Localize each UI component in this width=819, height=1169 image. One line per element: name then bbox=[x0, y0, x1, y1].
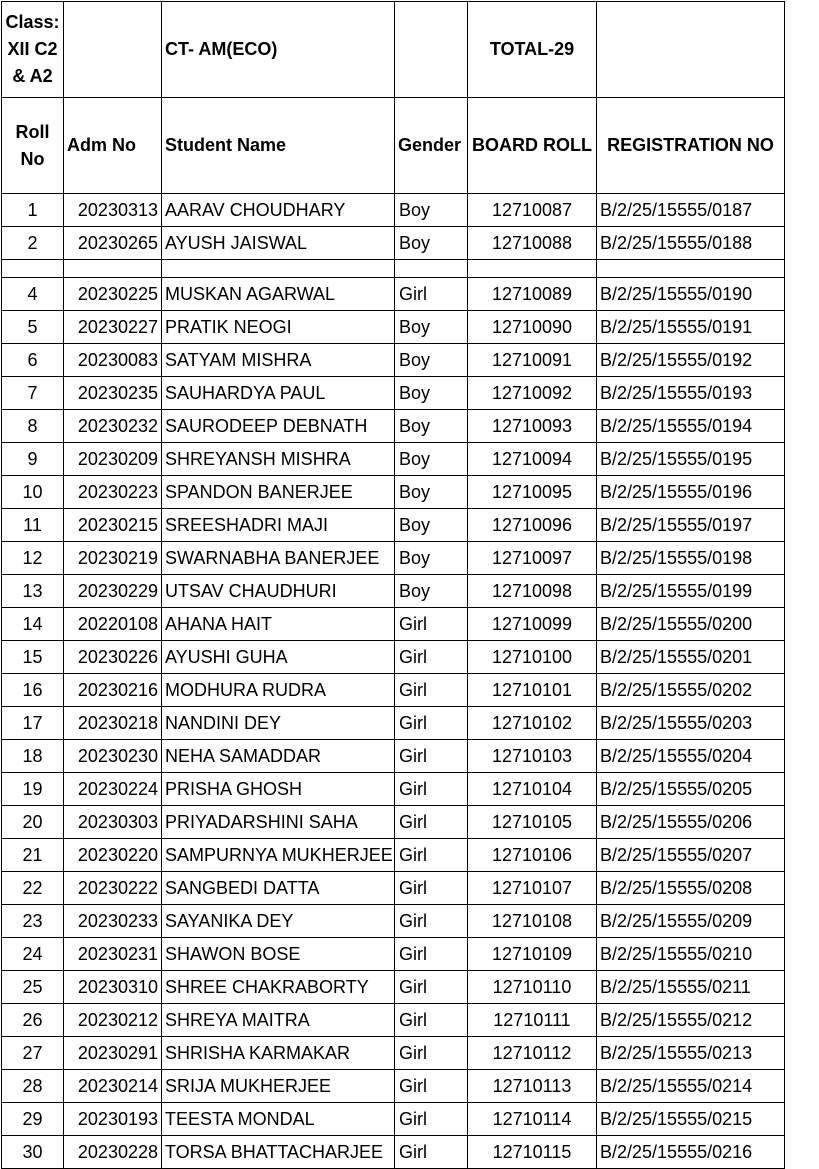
gender-cell: Boy bbox=[395, 377, 468, 410]
table-row bbox=[2, 443, 785, 476]
registration-no-cell: B/2/25/15555/0190 bbox=[597, 278, 785, 311]
adm-no-cell: 20230193 bbox=[64, 1103, 162, 1136]
registration-no-cell: B/2/25/15555/0191 bbox=[597, 311, 785, 344]
class-name: XII C2 bbox=[7, 39, 58, 59]
board-roll-cell: 12710097 bbox=[468, 542, 597, 575]
roll-no-cell: 25 bbox=[2, 971, 64, 1004]
registration-no-cell: B/2/25/15555/0203 bbox=[597, 707, 785, 740]
board-roll-cell: 12710091 bbox=[468, 344, 597, 377]
board-roll-header: BOARD ROLL bbox=[468, 98, 597, 194]
registration-no-cell: B/2/25/15555/0214 bbox=[597, 1070, 785, 1103]
adm-no-cell: 20230209 bbox=[64, 443, 162, 476]
student-name-cell: SATYAM MISHRA bbox=[162, 344, 395, 377]
student-name-cell: SANGBEDI DATTA bbox=[162, 872, 395, 905]
table-row bbox=[2, 872, 785, 905]
roll-no-cell: 16 bbox=[2, 674, 64, 707]
board-roll-cell: 12710111 bbox=[468, 1004, 597, 1037]
adm-no-cell: 20230231 bbox=[64, 938, 162, 971]
gender-cell: Boy bbox=[395, 194, 468, 227]
registration-no-cell: B/2/25/15555/0204 bbox=[597, 740, 785, 773]
table-row bbox=[2, 1037, 785, 1070]
roll-no-cell: 22 bbox=[2, 872, 64, 905]
gender-cell: Girl bbox=[395, 806, 468, 839]
board-roll-cell: 12710101 bbox=[468, 674, 597, 707]
student-name-header: Student Name bbox=[162, 98, 395, 194]
student-name-cell: PRISHA GHOSH bbox=[162, 773, 395, 806]
adm-no-cell: 20230313 bbox=[64, 194, 162, 227]
board-roll-cell: 12710108 bbox=[468, 905, 597, 938]
gender-header: Gender bbox=[395, 98, 468, 194]
board-roll-cell: 12710095 bbox=[468, 476, 597, 509]
class-teacher-label: CT- AM(ECO) bbox=[162, 2, 395, 98]
student-name-cell: SREESHADRI MAJI bbox=[162, 509, 395, 542]
total-label: TOTAL-29 bbox=[468, 2, 597, 98]
roll-no-cell: 11 bbox=[2, 509, 64, 542]
table-row bbox=[2, 1070, 785, 1103]
gender-cell: Boy bbox=[395, 542, 468, 575]
board-roll-cell: 12710096 bbox=[468, 509, 597, 542]
student-name-cell: SRIJA MUKHERJEE bbox=[162, 1070, 395, 1103]
adm-no-cell: 20220108 bbox=[64, 608, 162, 641]
student-name-cell: SPANDON BANERJEE bbox=[162, 476, 395, 509]
gender-cell bbox=[395, 260, 468, 278]
roll-no-cell: 8 bbox=[2, 410, 64, 443]
registration-no-cell: B/2/25/15555/0215 bbox=[597, 1103, 785, 1136]
roll-no-cell: 27 bbox=[2, 1037, 64, 1070]
board-roll-cell: 12710098 bbox=[468, 575, 597, 608]
adm-no-cell: 20230224 bbox=[64, 773, 162, 806]
table-row bbox=[2, 377, 785, 410]
roll-no-cell: 10 bbox=[2, 476, 64, 509]
gender-cell: Girl bbox=[395, 905, 468, 938]
student-name-cell: SAUHARDYA PAUL bbox=[162, 377, 395, 410]
registration-no-cell: B/2/25/15555/0205 bbox=[597, 773, 785, 806]
board-roll-cell: 12710088 bbox=[468, 227, 597, 260]
gender-cell: Girl bbox=[395, 1037, 468, 1070]
registration-no-cell: B/2/25/15555/0187 bbox=[597, 194, 785, 227]
board-roll-cell: 12710113 bbox=[468, 1070, 597, 1103]
gender-cell: Girl bbox=[395, 608, 468, 641]
student-name-cell: SHAWON BOSE bbox=[162, 938, 395, 971]
adm-no-cell: 20230291 bbox=[64, 1037, 162, 1070]
roll-no-header-line2: No bbox=[20, 148, 45, 169]
board-roll-cell bbox=[468, 260, 597, 278]
roll-no-cell: 26 bbox=[2, 1004, 64, 1037]
adm-no-cell: 20230227 bbox=[64, 311, 162, 344]
adm-no-cell: 20230225 bbox=[64, 278, 162, 311]
adm-no-cell: 20230310 bbox=[64, 971, 162, 1004]
adm-no-cell: 20230226 bbox=[64, 641, 162, 674]
student-name-cell: SWARNABHA BANERJEE bbox=[162, 542, 395, 575]
student-name-cell: TORSA BHATTACHARJEE bbox=[162, 1136, 395, 1169]
gender-cell: Boy bbox=[395, 443, 468, 476]
student-name-cell: MUSKAN AGARWAL bbox=[162, 278, 395, 311]
adm-no-cell: 20230212 bbox=[64, 1004, 162, 1037]
board-roll-cell: 12710089 bbox=[468, 278, 597, 311]
board-roll-cell: 12710104 bbox=[468, 773, 597, 806]
adm-no-cell: 20230222 bbox=[64, 872, 162, 905]
table-row bbox=[2, 227, 785, 260]
roll-no-cell bbox=[2, 260, 64, 278]
gender-cell: Girl bbox=[395, 641, 468, 674]
adm-no-cell: 20230216 bbox=[64, 674, 162, 707]
student-name-cell: MODHURA RUDRA bbox=[162, 674, 395, 707]
board-roll-cell: 12710090 bbox=[468, 311, 597, 344]
roll-no-cell: 9 bbox=[2, 443, 64, 476]
gender-cell: Boy bbox=[395, 410, 468, 443]
roll-no-cell: 29 bbox=[2, 1103, 64, 1136]
student-name-cell: PRIYADARSHINI SAHA bbox=[162, 806, 395, 839]
column-header-row bbox=[2, 98, 785, 194]
roll-no-header bbox=[2, 98, 64, 194]
gender-cell: Girl bbox=[395, 278, 468, 311]
registration-no-cell: B/2/25/15555/0206 bbox=[597, 806, 785, 839]
class-cell bbox=[2, 2, 64, 98]
registration-no-header: REGISTRATION NO bbox=[597, 98, 785, 194]
student-name-cell: SAURODEEP DEBNATH bbox=[162, 410, 395, 443]
registration-no-cell: B/2/25/15555/0193 bbox=[597, 377, 785, 410]
registration-no-cell: B/2/25/15555/0198 bbox=[597, 542, 785, 575]
gender-cell: Girl bbox=[395, 707, 468, 740]
registration-no-cell: B/2/25/15555/0188 bbox=[597, 227, 785, 260]
table-row bbox=[2, 938, 785, 971]
student-name-cell: AHANA HAIT bbox=[162, 608, 395, 641]
adm-no-cell bbox=[64, 260, 162, 278]
roll-no-cell: 5 bbox=[2, 311, 64, 344]
table-row bbox=[2, 707, 785, 740]
board-roll-cell: 12710100 bbox=[468, 641, 597, 674]
table-row bbox=[2, 1004, 785, 1037]
student-name-cell: PRATIK NEOGI bbox=[162, 311, 395, 344]
gender-cell: Girl bbox=[395, 938, 468, 971]
registration-no-cell: B/2/25/15555/0200 bbox=[597, 608, 785, 641]
table-row bbox=[2, 674, 785, 707]
gender-cell: Girl bbox=[395, 1070, 468, 1103]
board-roll-cell: 12710107 bbox=[468, 872, 597, 905]
student-name-cell: AARAV CHOUDHARY bbox=[162, 194, 395, 227]
registration-no-cell: B/2/25/15555/0211 bbox=[597, 971, 785, 1004]
student-name-cell: AYUSH JAISWAL bbox=[162, 227, 395, 260]
table-row bbox=[2, 278, 785, 311]
registration-no-cell: B/2/25/15555/0202 bbox=[597, 674, 785, 707]
adm-no-cell: 20230235 bbox=[64, 377, 162, 410]
registration-no-cell: B/2/25/15555/0192 bbox=[597, 344, 785, 377]
roll-no-cell: 28 bbox=[2, 1070, 64, 1103]
gender-cell: Boy bbox=[395, 509, 468, 542]
board-roll-cell: 12710087 bbox=[468, 194, 597, 227]
board-roll-cell: 12710092 bbox=[468, 377, 597, 410]
table-row bbox=[2, 641, 785, 674]
student-name-cell: NEHA SAMADDAR bbox=[162, 740, 395, 773]
gender-cell: Girl bbox=[395, 1004, 468, 1037]
registration-no-cell: B/2/25/15555/0194 bbox=[597, 410, 785, 443]
adm-no-cell: 20230214 bbox=[64, 1070, 162, 1103]
table-row bbox=[2, 194, 785, 227]
table-row bbox=[2, 410, 785, 443]
board-roll-cell: 12710099 bbox=[468, 608, 597, 641]
roll-no-cell: 23 bbox=[2, 905, 64, 938]
adm-no-cell: 20230233 bbox=[64, 905, 162, 938]
roll-no-header-line1: Roll bbox=[15, 121, 50, 142]
class-info-row bbox=[2, 2, 785, 98]
roll-no-cell: 12 bbox=[2, 542, 64, 575]
registration-no-cell: B/2/25/15555/0210 bbox=[597, 938, 785, 971]
student-name-cell: SHREYANSH MISHRA bbox=[162, 443, 395, 476]
registration-no-cell: B/2/25/15555/0213 bbox=[597, 1037, 785, 1070]
registration-no-cell bbox=[597, 260, 785, 278]
roll-no-cell: 2 bbox=[2, 227, 64, 260]
gender-cell: Girl bbox=[395, 1103, 468, 1136]
table-row bbox=[2, 509, 785, 542]
adm-no-cell: 20230232 bbox=[64, 410, 162, 443]
adm-no-cell: 20230265 bbox=[64, 227, 162, 260]
table-row bbox=[2, 740, 785, 773]
adm-no-cell: 20230083 bbox=[64, 344, 162, 377]
board-roll-cell: 12710110 bbox=[468, 971, 597, 1004]
registration-no-cell: B/2/25/15555/0195 bbox=[597, 443, 785, 476]
gender-cell: Boy bbox=[395, 476, 468, 509]
board-roll-cell: 12710114 bbox=[468, 1103, 597, 1136]
roll-no-cell: 7 bbox=[2, 377, 64, 410]
table-row bbox=[2, 806, 785, 839]
registration-no-cell: B/2/25/15555/0212 bbox=[597, 1004, 785, 1037]
adm-no-header: Adm No bbox=[64, 98, 162, 194]
student-name-cell: SHRISHA KARMAKAR bbox=[162, 1037, 395, 1070]
table-row bbox=[2, 608, 785, 641]
registration-no-cell: B/2/25/15555/0199 bbox=[597, 575, 785, 608]
roll-no-cell: 18 bbox=[2, 740, 64, 773]
table-row bbox=[2, 1136, 785, 1169]
roll-no-cell: 15 bbox=[2, 641, 64, 674]
registration-no-cell: B/2/25/15555/0209 bbox=[597, 905, 785, 938]
roll-no-cell: 17 bbox=[2, 707, 64, 740]
board-roll-cell: 12710115 bbox=[468, 1136, 597, 1169]
gender-cell: Girl bbox=[395, 773, 468, 806]
table-row bbox=[2, 344, 785, 377]
empty-header-cell bbox=[597, 2, 785, 98]
board-roll-cell: 12710093 bbox=[468, 410, 597, 443]
adm-no-cell: 20230215 bbox=[64, 509, 162, 542]
adm-no-cell: 20230218 bbox=[64, 707, 162, 740]
table-row bbox=[2, 311, 785, 344]
student-list-table bbox=[1, 1, 785, 1169]
board-roll-cell: 12710112 bbox=[468, 1037, 597, 1070]
class-section: & A2 bbox=[12, 66, 53, 86]
board-roll-cell: 12710094 bbox=[468, 443, 597, 476]
student-name-cell: SAMPURNYA MUKHERJEE bbox=[162, 839, 395, 872]
table-row bbox=[2, 905, 785, 938]
board-roll-cell: 12710109 bbox=[468, 938, 597, 971]
gender-cell: Boy bbox=[395, 227, 468, 260]
adm-no-cell: 20230230 bbox=[64, 740, 162, 773]
student-name-cell: AYUSHI GUHA bbox=[162, 641, 395, 674]
table-row bbox=[2, 575, 785, 608]
board-roll-cell: 12710105 bbox=[468, 806, 597, 839]
gender-cell: Girl bbox=[395, 1136, 468, 1169]
adm-no-cell: 20230220 bbox=[64, 839, 162, 872]
table-row bbox=[2, 839, 785, 872]
student-name-cell: UTSAV CHAUDHURI bbox=[162, 575, 395, 608]
registration-no-cell: B/2/25/15555/0196 bbox=[597, 476, 785, 509]
roll-no-cell: 4 bbox=[2, 278, 64, 311]
gender-cell: Boy bbox=[395, 311, 468, 344]
gender-cell: Boy bbox=[395, 575, 468, 608]
empty-header-cell bbox=[395, 2, 468, 98]
roll-no-cell: 24 bbox=[2, 938, 64, 971]
roll-no-cell: 21 bbox=[2, 839, 64, 872]
registration-no-cell: B/2/25/15555/0201 bbox=[597, 641, 785, 674]
adm-no-cell: 20230228 bbox=[64, 1136, 162, 1169]
student-name-cell: SHREYA MAITRA bbox=[162, 1004, 395, 1037]
registration-no-cell: B/2/25/15555/0208 bbox=[597, 872, 785, 905]
table-row bbox=[2, 971, 785, 1004]
board-roll-cell: 12710106 bbox=[468, 839, 597, 872]
table-row bbox=[2, 1103, 785, 1136]
student-name-cell bbox=[162, 260, 395, 278]
registration-no-cell: B/2/25/15555/0197 bbox=[597, 509, 785, 542]
registration-no-cell: B/2/25/15555/0216 bbox=[597, 1136, 785, 1169]
adm-no-cell: 20230223 bbox=[64, 476, 162, 509]
student-name-cell: TEESTA MONDAL bbox=[162, 1103, 395, 1136]
registration-no-cell: B/2/25/15555/0207 bbox=[597, 839, 785, 872]
roll-no-cell: 19 bbox=[2, 773, 64, 806]
roll-no-cell: 30 bbox=[2, 1136, 64, 1169]
empty-header-cell bbox=[64, 2, 162, 98]
adm-no-cell: 20230229 bbox=[64, 575, 162, 608]
board-roll-cell: 12710103 bbox=[468, 740, 597, 773]
class-label: Class: bbox=[5, 12, 60, 32]
roll-no-cell: 13 bbox=[2, 575, 64, 608]
gender-cell: Girl bbox=[395, 839, 468, 872]
adm-no-cell: 20230219 bbox=[64, 542, 162, 575]
table-row bbox=[2, 773, 785, 806]
student-name-cell: SHREE CHAKRABORTY bbox=[162, 971, 395, 1004]
student-name-cell: NANDINI DEY bbox=[162, 707, 395, 740]
roll-no-cell: 1 bbox=[2, 194, 64, 227]
gender-cell: Boy bbox=[395, 344, 468, 377]
gender-cell: Girl bbox=[395, 740, 468, 773]
table-row bbox=[2, 542, 785, 575]
gender-cell: Girl bbox=[395, 674, 468, 707]
gender-cell: Girl bbox=[395, 872, 468, 905]
roll-no-cell: 6 bbox=[2, 344, 64, 377]
table-row bbox=[2, 476, 785, 509]
board-roll-cell: 12710102 bbox=[468, 707, 597, 740]
student-name-cell: SAYANIKA DEY bbox=[162, 905, 395, 938]
gender-cell: Girl bbox=[395, 971, 468, 1004]
roll-no-cell: 14 bbox=[2, 608, 64, 641]
adm-no-cell: 20230303 bbox=[64, 806, 162, 839]
blank-row bbox=[2, 260, 785, 278]
roll-no-cell: 20 bbox=[2, 806, 64, 839]
